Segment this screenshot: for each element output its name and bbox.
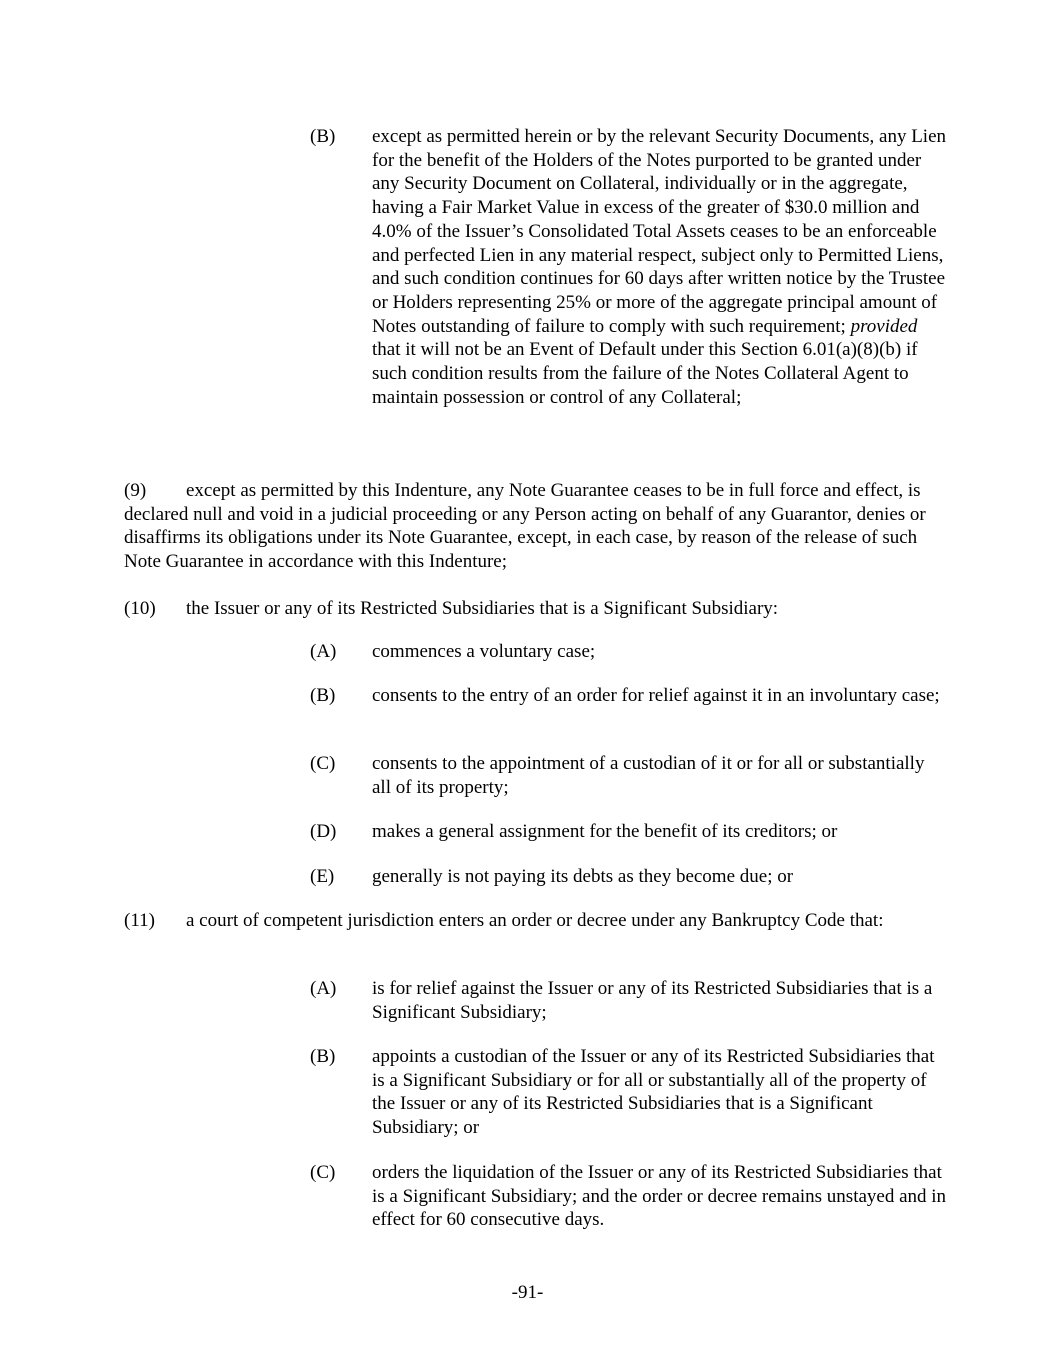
- clause-10-c: [310, 752, 950, 799]
- clause-10-d: [310, 820, 950, 844]
- clause-10: [124, 597, 934, 621]
- clause-text: except as permitted herein or by the relevant Security Documents, any Lien for the benefit of the Holders of the Notes purported to be granted under any Security Document on Collateral, individually or in the aggregate, having a Fair Market Value in excess of the greater of $30.0 million and 4.0% of the Issuer’s Consolidated Total Assets ceases to be an enforceable and perfected Lien in any material respect, subject only to Permitted Liens, and such condition continues for 60 days after written notice by the Trustee or Holders representing 25% or more of the aggregate principal amount of Notes outstanding of failure to comply with such requirement; provided that it will not be an Event of Default under this Section 6.01(a)(8)(b) if such condition results from the failure of the Notes Collateral Agent to maintain possession or control of any Collateral;: [372, 126, 947, 408]
- clause-9: [124, 479, 934, 574]
- clause-text: a court of competent jurisdiction enters an order or decree under any Bankruptcy Code that:: [186, 910, 884, 931]
- clause-label: (B): [310, 1046, 336, 1067]
- clause-number: (9): [124, 480, 147, 501]
- clause-text: makes a general assignment for the benefit of its creditors; or: [372, 821, 838, 842]
- clause-text: consents to the entry of an order for relief against it in an involuntary case;: [372, 685, 940, 706]
- clause-10-a: [310, 640, 950, 664]
- clause-10-b: [310, 684, 950, 708]
- clause-label: (B): [310, 126, 336, 147]
- clause-10-e: [310, 865, 950, 889]
- clause-label: (E): [310, 866, 335, 887]
- clause-text: consents to the appointment of a custodian of it or for all or substantially all of its property;: [372, 753, 925, 798]
- clause-text: orders the liquidation of the Issuer or any of its Restricted Subsidiaries that is a Significant Subsidiary; and the order or decree remains unstayed and in effect for 60 consecutive days.: [372, 1162, 947, 1231]
- clause-number: (11): [124, 910, 155, 931]
- clause-text: except as permitted by this Indenture, any Note Guarantee ceases to be in full force and effect, is declared null and void in a judicial proceeding or any Person acting on behalf of any Guarantor, denies or disaffirms its obligations under its Note Guarantee, except, in each case, by reason of the release of such Note Guarantee in accordance with this Indenture;: [124, 480, 926, 573]
- clause-label: (A): [310, 978, 337, 999]
- clause-11-c: [310, 1161, 950, 1232]
- clause-label: (C): [310, 1162, 336, 1183]
- clause-text: the Issuer or any of its Restricted Subsidiaries that is a Significant Subsidiary:: [186, 598, 779, 619]
- clause-label: (D): [310, 821, 337, 842]
- clause-11-b: [310, 1045, 950, 1140]
- clause-number: (10): [124, 598, 156, 619]
- clause-text: generally is not paying its debts as they become due; or: [372, 866, 794, 887]
- page-number: -91-: [511, 1282, 544, 1303]
- clause-11-a: [310, 977, 950, 1024]
- clause-text: appoints a custodian of the Issuer or any of its Restricted Subsidiaries that is a Significant Subsidiary or for all or substantially all of the property of the Issuer or any of its Restricted Subsidiaries that is a Significant Subsidiary; or: [372, 1046, 935, 1139]
- clause-11: [124, 909, 934, 933]
- clause-text: commences a voluntary case;: [372, 641, 596, 662]
- clause-8-b: [310, 125, 950, 409]
- clause-label: (B): [310, 685, 336, 706]
- clause-label: (C): [310, 753, 336, 774]
- clause-label: (A): [310, 641, 337, 662]
- clause-text: is for relief against the Issuer or any of its Restricted Subsidiaries that is a Significant Subsidiary;: [372, 978, 933, 1023]
- italic-provided: provided: [850, 315, 918, 337]
